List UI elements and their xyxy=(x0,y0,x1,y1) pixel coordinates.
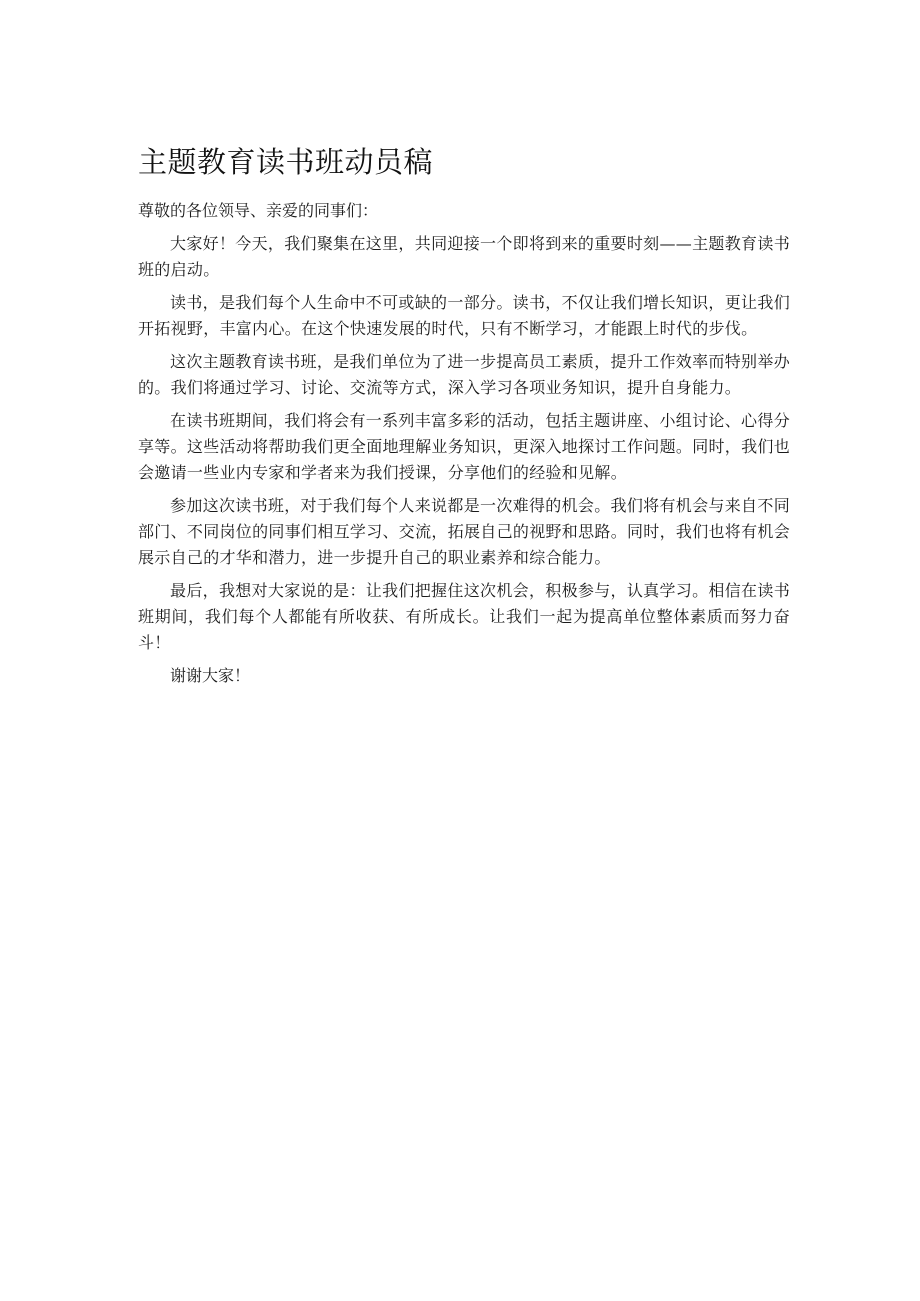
document-title: 主题教育读书班动员稿 xyxy=(138,145,434,179)
paragraph-purpose: 这次主题教育读书班，是我们单位为了进一步提高员工素质，提升工作效率而特别举办的。我们将通过学习、讨论、交流等方式，深入学习各项业务知识，提升自身能力。 xyxy=(138,352,790,397)
paragraph-activities: 在读书班期间，我们将会有一系列丰富多彩的活动，包括主题讲座、小组讨论、心得分享等。这些活动将帮助我们更全面地理解业务知识，更深入地探讨工作问题。同时，我们也会邀请一些业内专家和学者来为我们授课，分享他们的经验和见解。 xyxy=(138,411,791,482)
closing-thanks: 谢谢大家！ xyxy=(170,666,251,685)
paragraph-opportunity: 参加这次读书班，对于我们每个人来说都是一次难得的机会。我们将有机会与来自不同部门、不同岗位的同事们相互学习、交流，拓展自己的视野和思路。同时，我们也将有机会展示自己的才华和潜力，进一步提升自己的职业素养和综合能力。 xyxy=(138,496,791,567)
salutation: 尊敬的各位领导、亲爱的同事们： xyxy=(138,201,379,220)
paragraph-opening: 大家好！今天，我们聚集在这里，共同迎接一个即将到来的重要时刻——主题教育读书班的启动。 xyxy=(138,234,790,279)
paragraph-conclusion: 最后，我想对大家说的是：让我们把握住这次机会，积极参与，认真学习。相信在读书班期间，我们每个人都能有所收获、有所成长。让我们一起为提高单位整体素质而努力奋斗！ xyxy=(138,581,790,652)
document-page xyxy=(138,140,790,689)
paragraph-reading-importance: 读书，是我们每个人生命中不可或缺的一部分。读书，不仅让我们增长知识，更让我们开拓视野，丰富内心。在这个快速发展的时代，只有不断学习，才能跟上时代的步伐。 xyxy=(138,293,790,338)
